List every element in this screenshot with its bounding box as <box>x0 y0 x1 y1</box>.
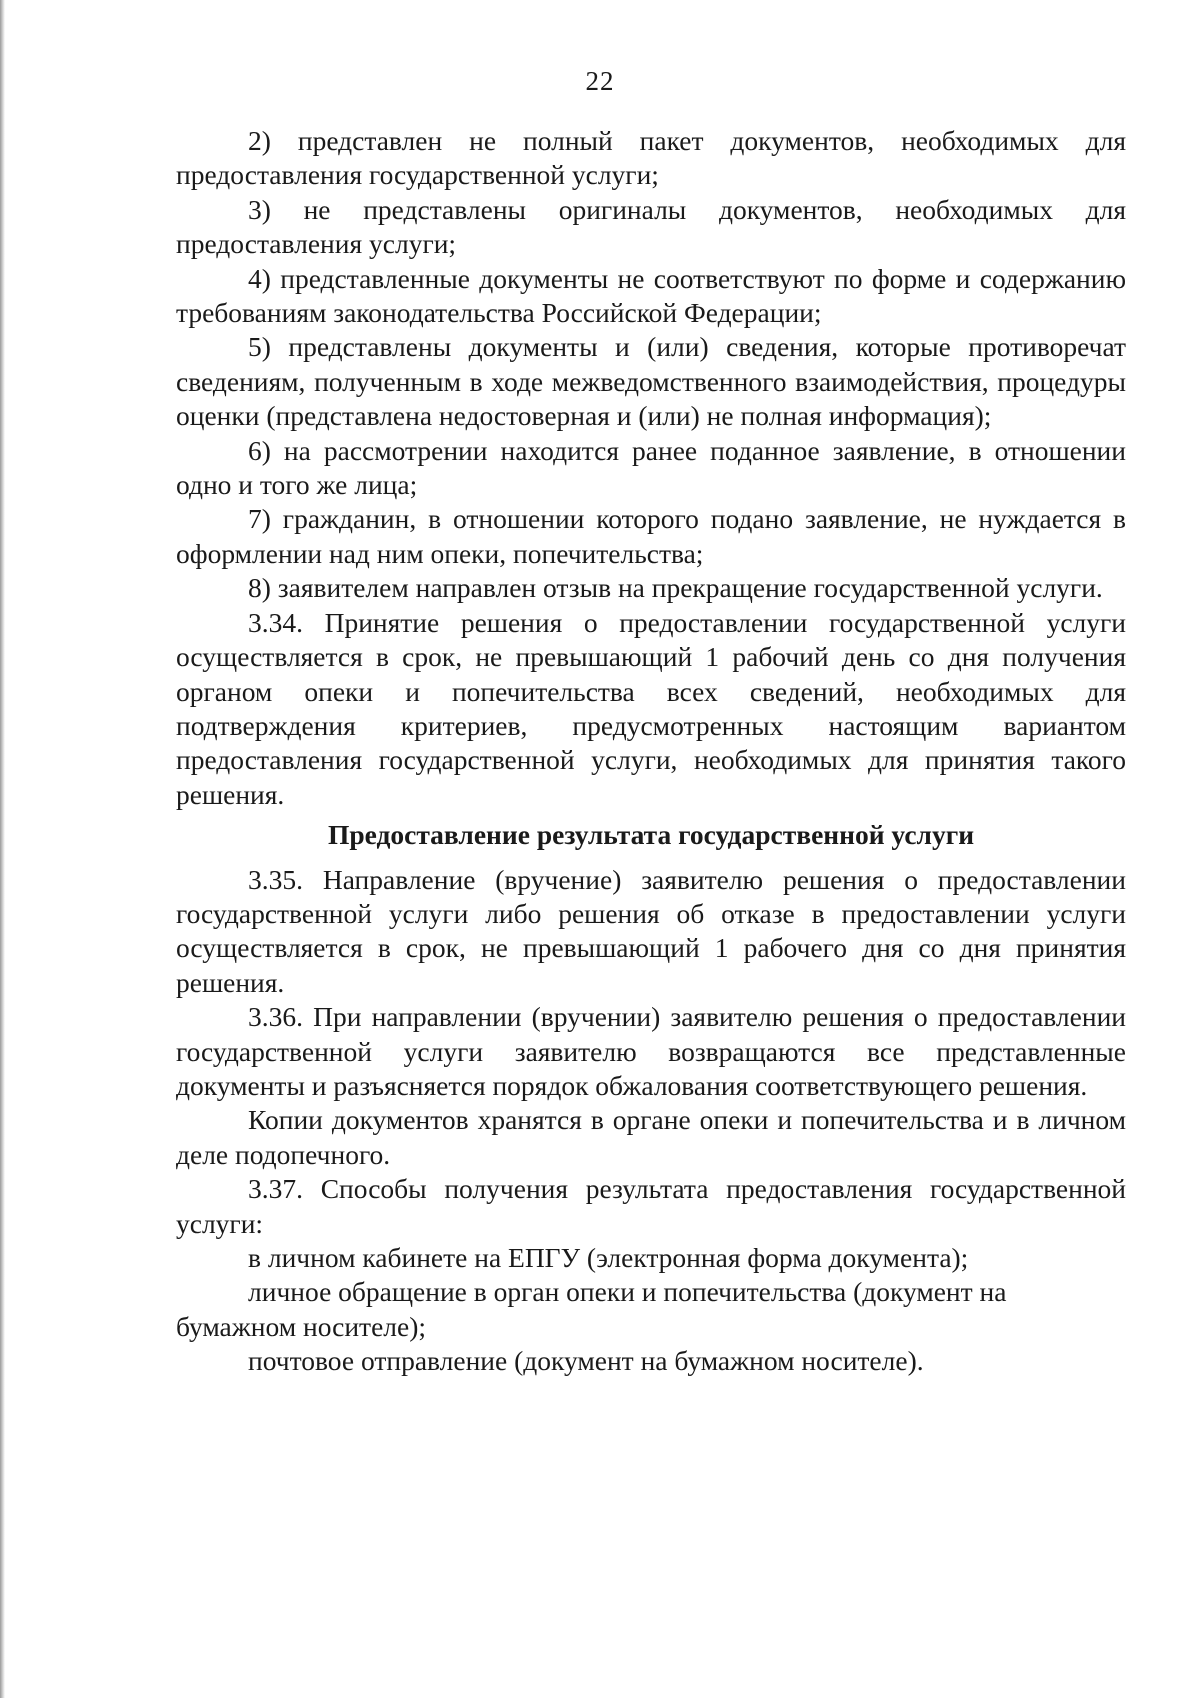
list-item-3: 3) не представлены оригиналы документов, необходимых для предоставления услуги; <box>176 193 1126 260</box>
result-method-mail: почтовое отправление (документ на бумажном носителе). <box>248 1345 924 1377</box>
result-method-in-person: личное обращение в орган опеки и попечительства (документ на бумажном носителе); <box>176 1276 1007 1342</box>
list-item-6: 6) на рассмотрении находится ранее поданное заявление, в отношении одно и того же лица; <box>176 434 1126 501</box>
section-heading: Предоставление результата государственной услуги <box>327 819 975 851</box>
clause-3-34: 3.34. Принятие решения о предоставлении государственной услуги осуществляется в срок, не превышающий 1 рабочий день со дня получения органом опеки и попечительства всех сведений, необходимых для подтверждения критериев, предусмотренных настоящим вариантом предоставления государственной услуги, необходимых для принятия такого решения. <box>176 606 1126 810</box>
page-number: 22 <box>585 66 615 96</box>
copies-paragraph: Копии документов хранятся в органе опеки и попечительства и в личном деле подопечного. <box>176 1104 1126 1170</box>
clause-3-37: 3.37. Способы получения результата предоставления государственной услуги: <box>176 1173 1126 1239</box>
list-item-5: 5) представлены документы и (или) сведения, которые противоречат сведениям, полученным в ходе межведомственного взаимодействия, процедуры оценки (представлена недостоверная и (или) не полная информация); <box>176 331 1126 432</box>
clause-3-36: 3.36. При направлении (вручении) заявителю решения о предоставлении государственной услуги заявителю возвращаются все представленные документы и разъясняется порядок обжалования соответствующего решения. <box>176 1001 1126 1101</box>
list-item-2: 2) представлен не полный пакет документов, необходимых для предоставления государственной услуги; <box>176 125 1126 191</box>
list-item-8: 8) заявителем направлен отзыв на прекращение государственной услуги. <box>248 572 1103 604</box>
result-method-epgu: в личном кабинете на ЕПГУ (электронная форма документа); <box>248 1242 969 1273</box>
scan-edge-shadow <box>0 0 5 1698</box>
document-body <box>176 124 1126 1379</box>
list-item-7: 7) гражданин, в отношении которого подано заявление, не нуждается в оформлении над ним опеки, попечительства; <box>176 503 1126 569</box>
list-item-4: 4) представленные документы не соответствуют по форме и содержанию требованиям законодательства Российской Федерации; <box>176 262 1126 329</box>
clause-3-35: 3.35. Направление (вручение) заявителю решения о предоставлении государственной услуги либо решения об отказе в предоставлении услуги осуществляется в срок, не превышающий 1 рабочего дня со дня принятия решения. <box>176 863 1126 998</box>
